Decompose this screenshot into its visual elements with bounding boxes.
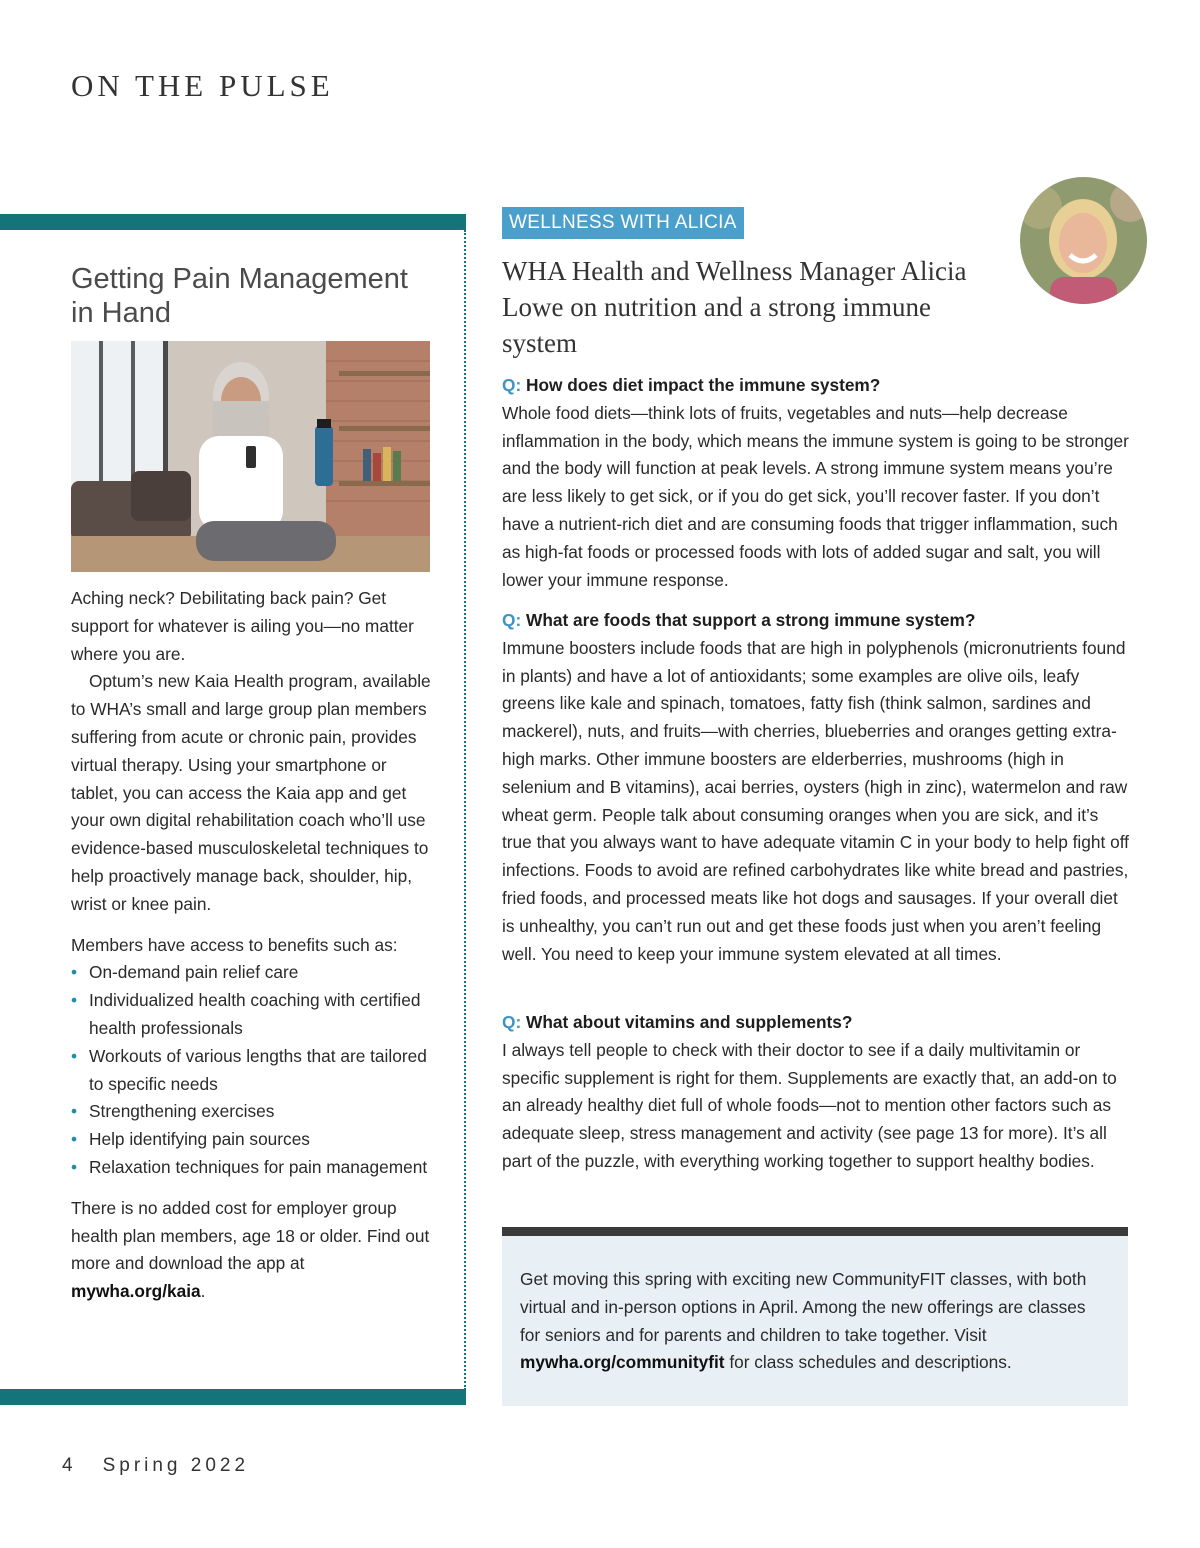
article-closing bbox=[71, 1195, 433, 1306]
column-tag: WELLNESS WITH ALICIA bbox=[502, 207, 744, 239]
callout-body: Get moving this spring with exciting new CommunityFIT classes, with both virtual and in-person options in April. Among the new offerings are classes for seniors and for parents and children to take together. Visit bbox=[520, 1269, 1087, 1345]
alicia-portrait-photo bbox=[1020, 177, 1147, 304]
bullet-icon: • bbox=[71, 990, 78, 1011]
benefits-list bbox=[71, 959, 433, 1181]
article-program-description: Optum’s new Kaia Health program, available to WHA’s small and large group plan members suffering from acute or chronic pain, provides virtual therapy. Using your smartphone or tablet, you can access the Kaia app and get your own digital rehabilitation coach who’ll use evidence-based musculoskeletal techniques to help proactively manage back, shoulder, hip, wrist or knee pain. bbox=[71, 671, 431, 914]
list-item bbox=[71, 959, 433, 987]
closing-period: . bbox=[200, 1281, 206, 1302]
bullet-icon: • bbox=[71, 1156, 78, 1177]
article-intro: Aching neck? Debilitating back pain? Get support for whatever is ailing you—no matter where you are. bbox=[71, 588, 414, 664]
bullet-icon: • bbox=[71, 1129, 78, 1150]
list-item bbox=[71, 1154, 433, 1182]
list-item bbox=[71, 987, 433, 1043]
article-heading: Getting Pain Management in Hand bbox=[71, 263, 408, 329]
question bbox=[502, 1009, 1130, 1037]
list-item bbox=[71, 1126, 433, 1154]
page-footer bbox=[62, 1455, 249, 1477]
kaia-link[interactable]: mywha.org/kaia bbox=[71, 1281, 201, 1302]
page-number: 4 bbox=[62, 1455, 73, 1476]
qa-block-3 bbox=[502, 1009, 1130, 1176]
answer: Immune boosters include foods that are high in polyphenols (micronutrients found in plants) and have a lot of antioxidants; some examples are olive oils, leafy greens like kale and spinach, tomatoes, fatty fish (think salmon, sardines and mackerel), nuts, and fruits—with cherries, blueberries and oranges getting extra-high marks. Other immune boosters are elderberries, mushrooms (high in selenium and B vitamins), acai berries, oysters (high in zinc), watermelon and raw wheat germ. People talk about consuming oranges when you are sick, and it’s true that you always want to have adequate vitamin C in your body to help fight off infections. Foods to avoid are refined carbohydrates like white bread and pastries, fried foods, and processed meats like hot dogs and sausages. If your overall diet is unhealthy, you can’t run out and get these foods just when you aren’t feeling well. You need to keep your immune system elevated at all times. bbox=[502, 637, 1129, 964]
bullet-icon: • bbox=[71, 1101, 78, 1122]
benefit-text: Help identifying pain sources bbox=[89, 1129, 310, 1150]
question bbox=[502, 372, 1130, 400]
question-text: What are foods that support a strong immune system? bbox=[526, 610, 976, 630]
woman-with-phone-photo bbox=[71, 341, 430, 572]
benefit-text: Workouts of various lengths that are tailored to specific needs bbox=[89, 1045, 427, 1094]
interview-heading: WHA Health and Wellness Manager Alicia Lowe on nutrition and a strong immune system bbox=[502, 256, 967, 358]
benefits-intro: Members have access to benefits such as: bbox=[71, 934, 398, 955]
left-column-bottom-rule bbox=[0, 1389, 466, 1405]
callout-top-rule bbox=[502, 1227, 1128, 1236]
q-label: Q: bbox=[502, 1012, 522, 1032]
benefit-text: Relaxation techniques for pain management bbox=[89, 1156, 428, 1177]
closing-text: There is no added cost for employer group health plan members, age 18 or older. Find out more and download the app at bbox=[71, 1197, 430, 1274]
bullet-icon: • bbox=[71, 962, 78, 983]
qa-block-1 bbox=[502, 372, 1130, 594]
benefit-text: Individualized health coaching with certified health professionals bbox=[89, 990, 421, 1038]
column-divider-dotted bbox=[464, 230, 466, 1390]
callout-text bbox=[520, 1266, 1110, 1377]
benefit-text: Strengthening exercises bbox=[89, 1101, 275, 1122]
section-title: ON THE PULSE bbox=[71, 68, 334, 103]
communityfit-callout bbox=[502, 1236, 1128, 1406]
benefit-text: On-demand pain relief care bbox=[89, 962, 299, 983]
q-label: Q: bbox=[502, 610, 522, 630]
list-item bbox=[71, 1098, 433, 1126]
qa-block-2 bbox=[502, 607, 1130, 968]
question-text: How does diet impact the immune system? bbox=[526, 375, 881, 395]
q-label: Q: bbox=[502, 375, 522, 395]
question bbox=[502, 607, 1130, 635]
question-text: What about vitamins and supplements? bbox=[526, 1012, 853, 1032]
list-item bbox=[71, 1043, 433, 1099]
answer: I always tell people to check with their doctor to see if a daily multivitamin or specific supplement is right for them. Supplements are exactly that, an add-on to an already healthy diet full of whole foods—not to mention other factors such as adequate sleep, stress management and activity (see page 13 for more). It’s all part of the puzzle, with everything working together to support healthy bodies. bbox=[502, 1039, 1117, 1171]
left-column-top-rule bbox=[0, 214, 466, 230]
pain-management-article bbox=[71, 262, 433, 1306]
callout-end: for class schedules and descriptions. bbox=[724, 1352, 1012, 1373]
bullet-icon: • bbox=[71, 1045, 78, 1066]
communityfit-link[interactable]: mywha.org/communityfit bbox=[520, 1352, 725, 1373]
answer: Whole food diets—think lots of fruits, vegetables and nuts—help decrease inflammation in the body, which means the immune system is going to be stronger and the body will function at peak levels. A strong immune system means you’re are less likely to get sick, or if you do get sick, you’ll recover faster. If you don’t have a nutrient-rich diet and are consuming foods that trigger inflammation, such as high-fat foods or processed foods with lots of added sugar and salt, you will lower your immune response. bbox=[502, 402, 1129, 590]
issue-label: Spring 2022 bbox=[102, 1455, 250, 1476]
